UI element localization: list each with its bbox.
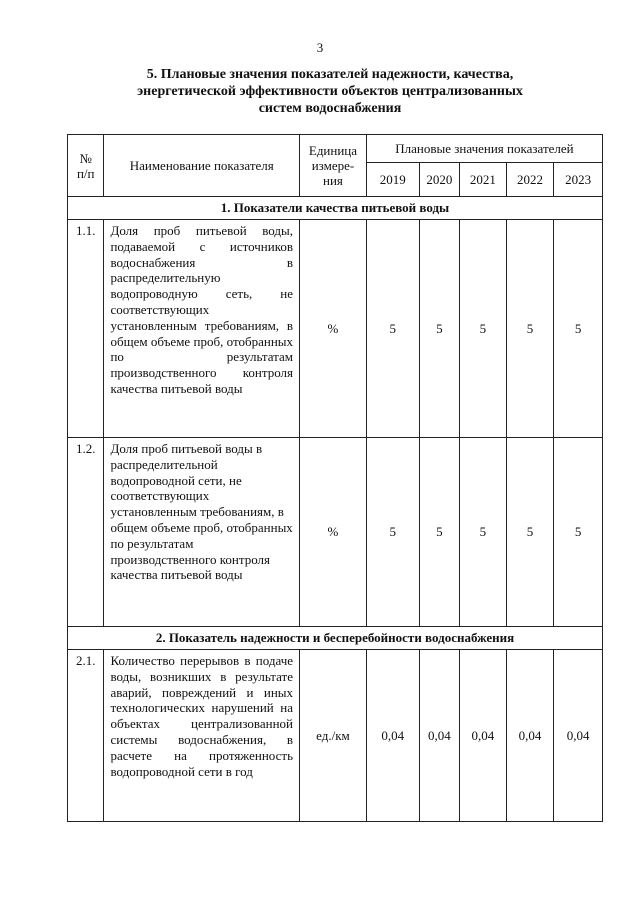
value-cell: 5 (460, 438, 507, 627)
value-cell: 0,04 (460, 650, 507, 822)
indicator-name: Количество перерывов в подаче воды, возникших в результате аварий, повреждений и иных технологических нарушений на объектах централизованной системы водоснабжения, в расчете на протяженность водопроводной сети в год (104, 650, 300, 822)
value-cell: 5 (554, 220, 603, 438)
header-year: 2020 (419, 163, 460, 197)
value-cell: 5 (366, 220, 419, 438)
indicator-name: Доля проб питьевой воды, подаваемой с источников водоснабжения в распределительную водопроводную сеть, не соответствующих установленным требованиям, в общем объеме проб, отобранных по результатам производственного контроля качества питьевой воды (104, 220, 300, 438)
value-cell: 0,04 (419, 650, 460, 822)
unit-cell: % (300, 438, 367, 627)
header-name: Наименование показателя (104, 135, 300, 197)
value-cell: 5 (506, 438, 554, 627)
value-cell: 5 (419, 438, 460, 627)
title-line-3: систем водоснабжения (258, 101, 402, 116)
value-cell: 5 (460, 220, 507, 438)
value-cell: 0,04 (554, 650, 603, 822)
value-cell: 5 (366, 438, 419, 627)
page-number: 3 (316, 40, 324, 55)
row-number: 1.2. (68, 438, 104, 627)
header-year: 2022 (506, 163, 554, 197)
section-title: 1. Показатели качества питьевой воды (68, 197, 603, 220)
header-year: 2019 (366, 163, 419, 197)
value-cell: 5 (506, 220, 554, 438)
indicator-name: Доля проб питьевой воды в распределительной водопроводной сети, не соответствующих установленным требованиям, в общем объеме проб, отобранных по результатам производственного контроля качества питьевой воды (104, 438, 300, 627)
section-title: 2. Показатель надежности и бесперебойности водоснабжения (68, 627, 603, 650)
header-planned-values: Плановые значения показателей (366, 135, 602, 163)
unit-cell: ед./км (300, 650, 367, 822)
indicators-table (67, 134, 603, 822)
header-year: 2021 (460, 163, 507, 197)
title-line-2: энергетической эффективности объектов централизованных (137, 84, 523, 99)
header-year: 2023 (554, 163, 603, 197)
header-num: № п/п (68, 135, 104, 197)
value-cell: 0,04 (506, 650, 554, 822)
value-cell: 0,04 (366, 650, 419, 822)
document-title (100, 66, 560, 117)
title-line-1: 5. Плановые значения показателей надежности, качества, (146, 67, 514, 82)
unit-cell: % (300, 220, 367, 438)
row-number: 1.1. (68, 220, 104, 438)
header-unit: Единица измере- ния (300, 135, 367, 197)
row-number: 2.1. (68, 650, 104, 822)
value-cell: 5 (419, 220, 460, 438)
value-cell: 5 (554, 438, 603, 627)
